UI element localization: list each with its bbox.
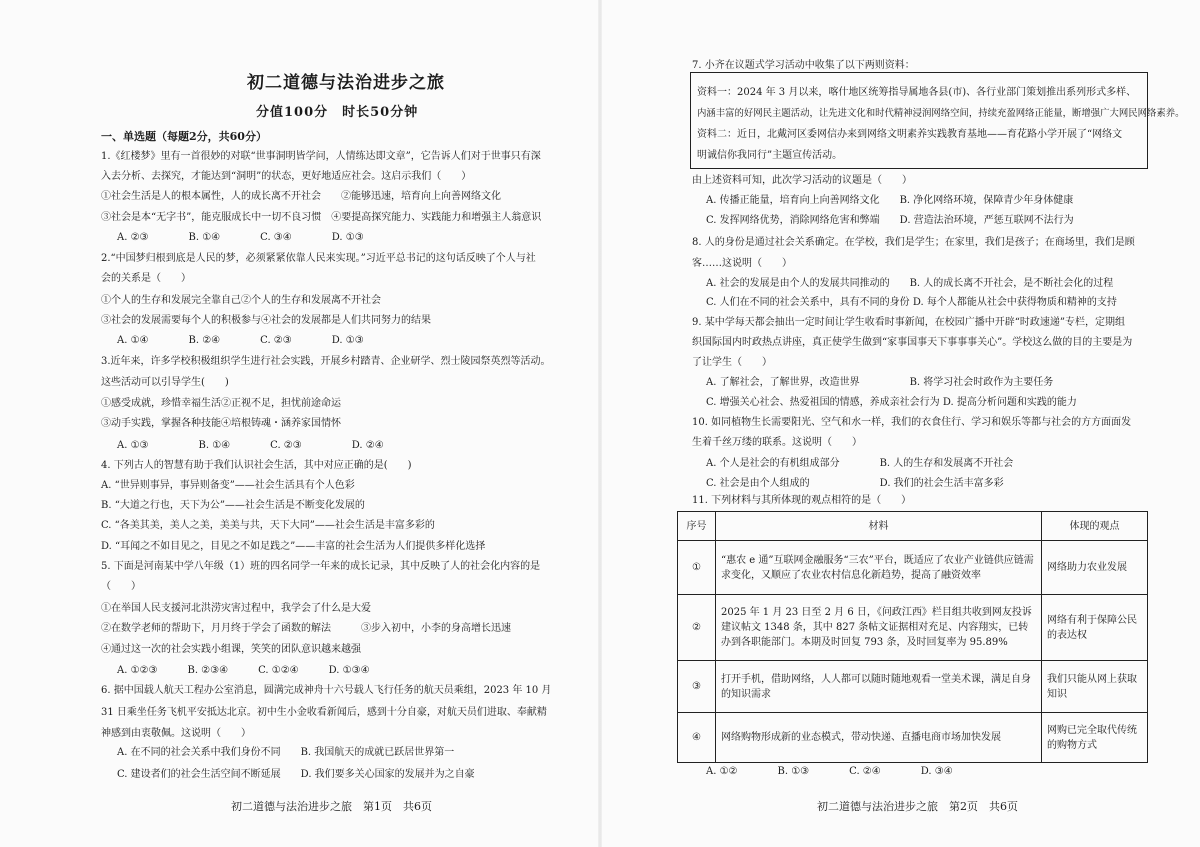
text-line: ①个人的生存和发展完全靠自己②个人的生存和发展离不开社会	[101, 295, 381, 306]
text-line: 3.近年来，许多学校积极组织学生进行社会实践，开展乡村踏青、企业研学、烈士陵园祭英烈等活动。	[101, 356, 551, 367]
table-row	[678, 595, 1148, 661]
text-line: 1.《红楼梦》里有一首很妙的对联“世事洞明皆学问，人情练达即文章”，它告诉人们对于世事只有深	[101, 151, 541, 162]
row-no: ④	[678, 713, 716, 763]
text-line: ①社会生活是人的根本属性，人的成长离不开社会 ②能够迅速，培育向上向善网络文化	[101, 191, 501, 202]
material-line: 资料二：近日，北戴河区委网信办来到网络文明素养实践教育基地——育花路小学开展了“网络文	[697, 129, 1123, 140]
row-material: 2025 年 1 月 23 日至 2 月 6 日，《问政江西》栏目组共收到网友投诉建议帖文 1348 条，其中 827 条帖文证据相对充足、内容翔实，已转办到各职能部门。本期及时回复 793 条，及时回复率为 95.89%	[716, 595, 1042, 661]
text-line: 了让学生（ ）	[692, 357, 772, 368]
row-view: 我们只能从网上获取知识	[1042, 661, 1148, 713]
header-view: 体现的观点	[1042, 512, 1148, 541]
text-line: ③动手实践，掌握各种技能④培根铸魂・涵养家国情怀	[101, 418, 341, 429]
table-row	[678, 541, 1148, 595]
text-line: ①感受成就，珍惜幸福生活②正视不足，担忧前途命运	[101, 398, 341, 409]
text-line: 11. 下列材料与其所体现的观点相符的是（ ）	[692, 495, 912, 506]
row-no: ②	[678, 595, 716, 661]
table-header-row	[678, 512, 1148, 541]
text-line: 织国际国内时政热点讲座，真正使学生做到“家事国事天下事事事关心”。学校这么做的目的主要是为	[692, 337, 1133, 348]
text-line: ③社会的发展需要每个人的积极参与④社会的发展都是人们共同努力的结果	[101, 315, 431, 326]
table-row	[678, 713, 1148, 763]
text-line: A. ②③ B. ①④ C. ③④ D. ①③	[117, 232, 364, 243]
text-line: C. 建设者们的社会生活空间不断延展 D. 我们要多关心国家的发展并为之自豪	[117, 769, 475, 780]
text-line: B. “大道之行也，天下为公”——社会生活是不断变化发展的	[101, 500, 365, 511]
section-heading: 一、单选题（每题2分，共60分）	[101, 130, 267, 143]
text-line: 由上述资料可知，此次学习活动的议题是（ ）	[692, 175, 912, 186]
text-line: A. 个人是社会的有机组成部分 B. 人的生存和发展离不开社会	[706, 458, 1014, 469]
header-material: 材料	[716, 512, 1042, 541]
text-line: 这些活动可以引导学生( )	[101, 377, 229, 388]
text-line: A. 传播正能量，培育向上向善网络文化 B. 净化网络环境，保障青少年身体健康	[706, 195, 1074, 206]
text-line: A. ①②③ B. ②③④ C. ①②④ D. ①③④	[117, 665, 370, 676]
row-material: “惠农 e 通”互联网金融服务“三农”平台，既适应了农业产业链供应链需求变化，又顺应了农业农村信息化新趋势，提高了融资效率	[716, 541, 1042, 595]
text-line: 5. 下面是河南某中学八年级（1）班的四名同学一年来的成长记录，其中反映了人的社会化内容的是	[101, 561, 541, 572]
text-line: 生着千丝万缕的联系。这说明（ ）	[692, 437, 862, 448]
text-line: A. “世异则事异，事异则备变”——社会生活具有个人色彩	[101, 480, 355, 491]
row-view: 网络有利于保障公民的表达权	[1042, 595, 1148, 661]
text-line: A. ①③ B. ①④ C. ②③ D. ②④	[117, 440, 384, 451]
text-line: 31 日乘坐任务飞机平安抵达北京。初中生小金收看新闻后，感到十分自豪，对航天员们进取、奉献精	[101, 707, 547, 718]
text-line: C. 人们在不同的社会关系中，具有不同的身份 D. 每个人都能从社会中获得物质和精神的支持	[706, 297, 1117, 308]
text-line: C. 社会是由个人组成的 D. 我们的社会生活丰富多彩	[706, 478, 1004, 489]
text-line: C. 发挥网络优势，消除网络危害和弊端 D. 营造法治环境，严惩互联网不法行为	[706, 215, 1074, 226]
header-no: 序号	[678, 512, 716, 541]
question-11-options: A. ①② B. ①③ C. ②④ D. ③④	[706, 766, 953, 777]
text-line: （ ）	[101, 581, 141, 592]
question-7-intro: 7. 小齐在议题式学习活动中收集了以下两则资料：	[692, 60, 915, 71]
text-line: 会的关系是（ ）	[101, 273, 191, 284]
table-row	[678, 661, 1148, 713]
text-line: 9. 某中学每天都会抽出一定时间让学生收看时事新闻，在校园广播中开辟“时政速递”专栏，定期组	[692, 317, 1125, 328]
row-no: ③	[678, 661, 716, 713]
text-line: D. “耳闻之不如目见之，目见之不如足践之”——丰富的社会生活为人们提供多样化选择	[101, 541, 486, 552]
material-line: 资料一：2024 年 3 月以来，喀什地区统筹指导属地各县(市)、各行业部门策划推出系列形式多样、	[697, 87, 1137, 98]
text-line: C. “各美其美，美人之美，美美与共，天下大同”——社会生活是丰富多彩的	[101, 520, 435, 531]
material-line: 明诚信你我同行”主题宣传活动。	[697, 150, 843, 161]
question-11-table	[677, 511, 1148, 763]
text-line: A. 了解社会，了解世界，改造世界 B. 将学习社会时政作为主要任务	[706, 377, 1054, 388]
material-line: 内涵丰富的好网民主题活动，让先进文化和时代精神浸润网络空间，持续充盈网络正能量，断增强广大网民网络素养。	[697, 108, 1185, 119]
text-line: 入去分析、去探究，才能达到“洞明”的状态，更好地适应社会。这启示我们（ ）	[101, 171, 472, 182]
row-no: ①	[678, 541, 716, 595]
text-line: 神感到由衷敬佩。这说明（ ）	[101, 728, 251, 739]
text-line: A. 在不同的社会关系中我们身份不同 B. 我国航天的成就已跃居世界第一	[117, 747, 455, 758]
text-line: 8. 人的身份是通过社会关系确定。在学校，我们是学生；在家里，我们是孩子；在商场里，我们是顾	[692, 237, 1135, 248]
text-line: 4. 下列古人的智慧有助于我们认识社会生活，其中对应正确的是( )	[101, 460, 412, 471]
text-line: 客……这说明（ ）	[692, 258, 792, 269]
text-line: 10. 如同植物生长需要阳光、空气和水一样，我们的衣食住行、学习和娱乐等都与社会的方方面面发	[692, 417, 1132, 428]
text-line: C. 增强关心社会、热爱祖国的情感，养成亲社会行为 D. 提高分析问题和实践的能力	[706, 397, 1077, 408]
row-view: 网购已完全取代传统的购物方式	[1042, 713, 1148, 763]
page-1-footer: 初二道德与法治进步之旅 第1页 共6页	[231, 800, 432, 813]
text-line: ②在数学老师的帮助下，月月终于学会了函数的解法 ③步入初中，小李的身高增长迅速	[101, 623, 511, 634]
exam-title: 初二道德与法治进步之旅	[247, 73, 445, 93]
text-line: ①在举国人民支援河北洪涝灾害过程中，我学会了什么是大爱	[101, 603, 371, 614]
page-2-footer: 初二道德与法治进步之旅 第2页 共6页	[817, 800, 1018, 813]
text-line: ④通过这一次的社会实践小组课，笑笑的团队意识越来越强	[101, 644, 361, 655]
text-line: A. ①④ B. ②④ C. ②③ D. ①③	[117, 335, 364, 346]
row-view: 网络助力农业发展	[1042, 541, 1148, 595]
text-line: ③社会是本“无字书”，能克服成长中一切不良习惯 ④要提高探究能力、实践能力和增强主人翁意识	[101, 212, 542, 223]
row-material: 打开手机，借助网络，人人都可以随时随地观看一堂美术课，满足自身的知识需求	[716, 661, 1042, 713]
text-line: 2.“中国梦归根到底是人民的梦，必须紧紧依靠人民来实现。”习近平总书记的这句话反映了个人与社	[101, 253, 536, 264]
text-line: A. 社会的发展是由个人的发展共同推动的 B. 人的成长离不开社会，是不断社会化的过程	[706, 278, 1114, 289]
text-line: 6. 据中国载人航天工程办公室消息，圆满完成神舟十六号载人飞行任务的航天员乘组，2023 年 10 月	[101, 685, 552, 696]
exam-subtitle: 分值100分 时长50分钟	[256, 105, 419, 120]
row-material: 网络购物形成新的业态模式，带动快递、直播电商市场加快发展	[716, 713, 1042, 763]
